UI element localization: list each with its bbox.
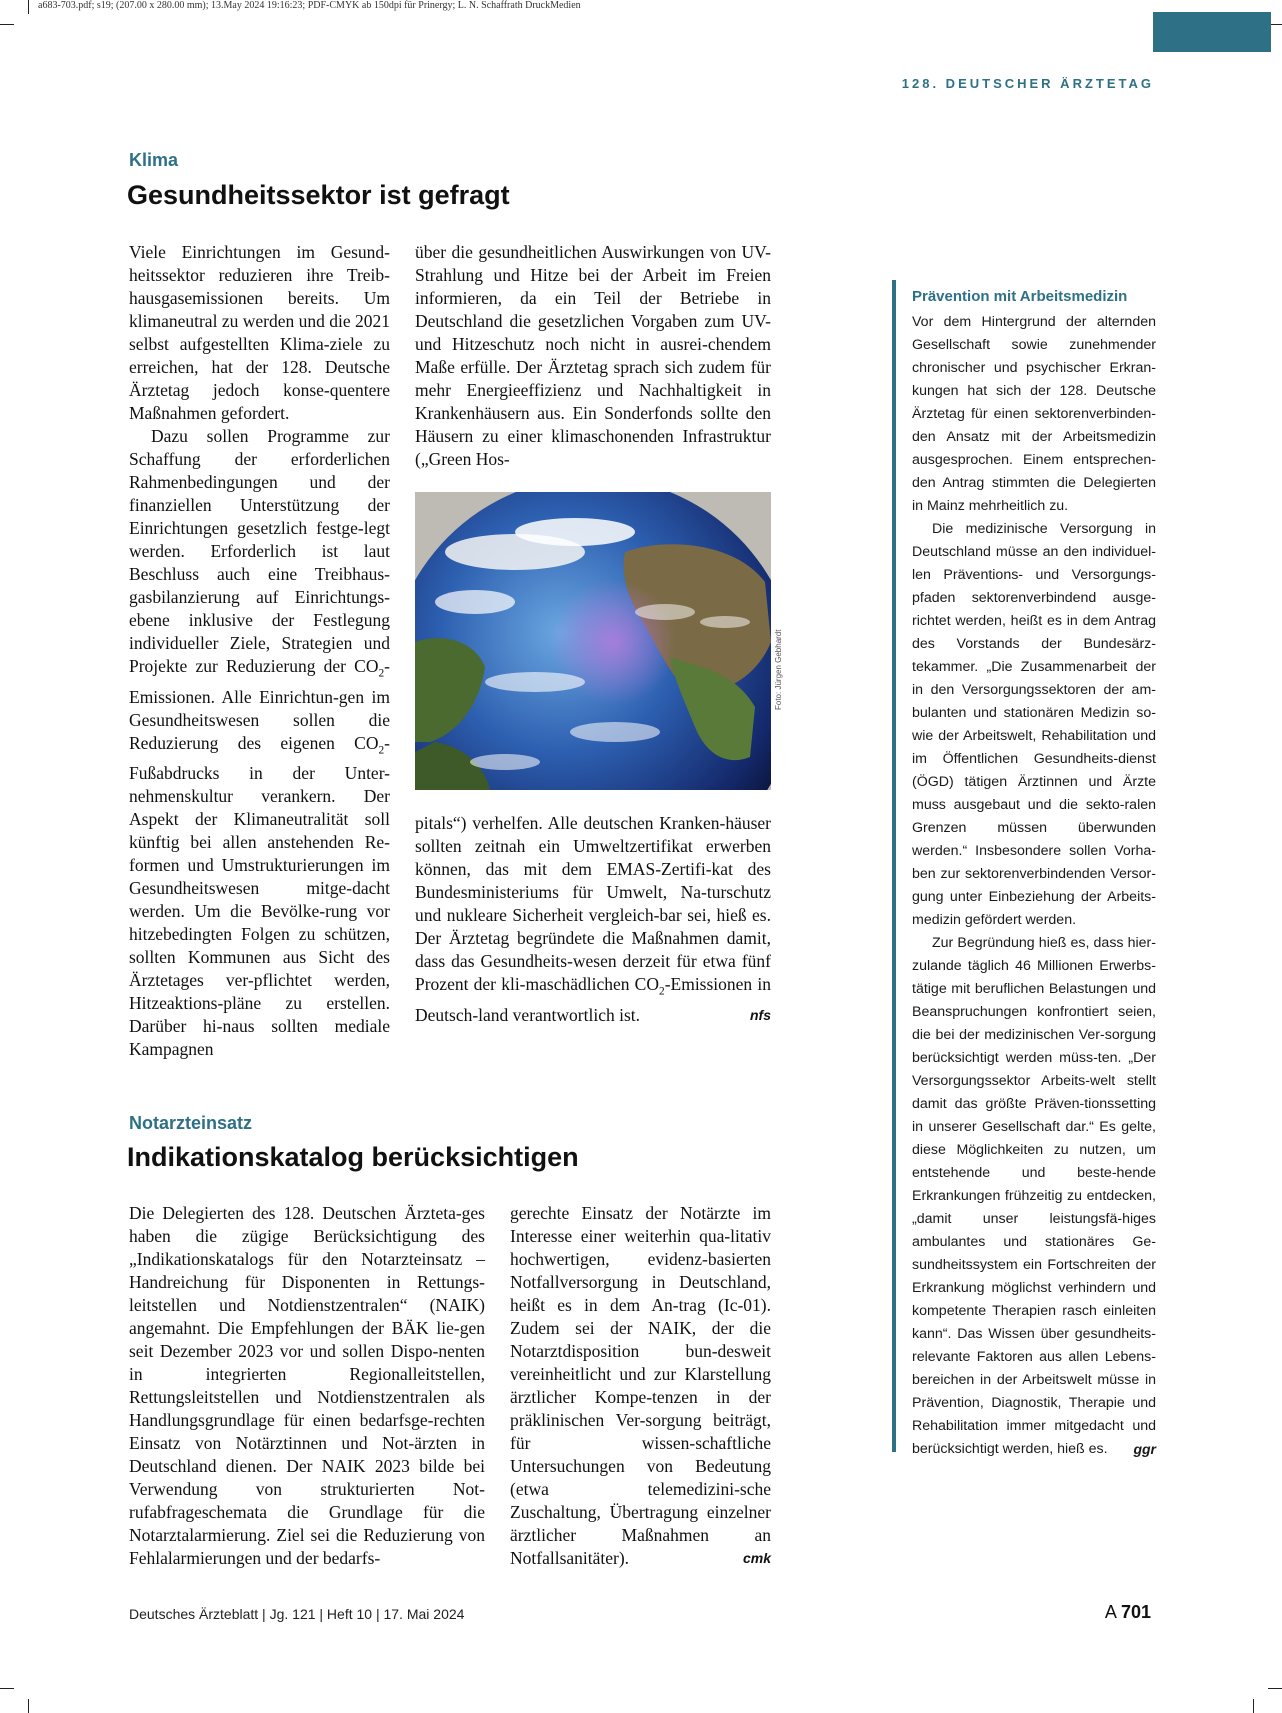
crop-mark xyxy=(0,24,14,25)
subscript: 2 xyxy=(378,667,385,680)
photo-credit: Foto: Jürgen Gebhardt xyxy=(774,629,783,710)
text-run: -Emissionen in Deutsch-land verantwortlich ist. xyxy=(415,974,771,1025)
journal-footer: Deutsches Ärzteblatt | Jg. 121 | Heft 10 | 17. Mai 2024 xyxy=(129,1606,465,1622)
article1-headline: Gesundheitssektor ist gefragt xyxy=(127,180,510,210)
article1-column-1 xyxy=(129,241,390,1061)
subscript: 2 xyxy=(659,985,665,998)
crop-mark xyxy=(0,1688,14,1689)
text-run: gerechte Einsatz der Notärzte im Interesse einer weiterhin qua-litativ hochwertigen, evidenz-basierten Notfallversorgung in Deutschland, heißt es in dem An-trag (Ic-01). Zudem sei der NAIK, der die Notarztdisposition bun-desweit vereinheitlicht und zur Klarstellung ärztlicher Kompe-tenzen in der präklinischen Ver-sorgung beiträgt, für wissen-schaftliche Untersuchungen von Bedeutung (etwa telemedizini-sche Zuschaltung, Übertragung einzelner ärztlicher Maßnahmen an Notfallsanitäter). xyxy=(510,1203,771,1568)
text-run: Zur Begründung hieß es, dass hier-zulande täglich 46 Millionen Erwerbs-tätige mit beruflichen Belastungen und Beanspruchungen konfrontiert seien, die bei der medizinischen Ver-sorgung berücksichtigt werden müss-ten. „Der Versorgungssektor Arbeits-welt stellt damit das größte Präven-tionssetting in unserer Gesellschaft dar.“ Es gelte, diese Möglichkeiten zu nutzen, um entstehende und beste-hende Erkrankungen frühzeitig zu entdecken, „damit unser leistungsfä-higes ambulantes und stationäres Ge-sundheitssystem ein Fortschreiten der Erkrankung möglichst verhindern und kompetente Therapien rasch einleiten kann“. Das Wissen über gesundheits-relevante Faktoren aus allen Lebens-bereichen in der Arbeitswelt müsse in Prävention, Diagnostik, Therapie und Rehabilitation immer mitgedacht und berücksichtigt werden, hieß es. xyxy=(912,935,1156,1457)
article2-column-1 xyxy=(129,1202,485,1570)
author-signature: nfs xyxy=(750,1006,771,1023)
paragraph xyxy=(415,812,771,1027)
page-prefix: A xyxy=(1104,1602,1116,1622)
text-run: Dazu sollen Programme zur Schaffung der erforderlichen Rahmenbedingungen und der finanziellen Unterstützung der Einrichtungen gesetzlich festge-legt werden. Erforderlich ist laut Beschluss auch eine Treibhaus-gasbilanzierung auf Einrichtungs-ebene inklusive der Festlegung individueller Ziele, Strategien und Projekte zur Reduzierung der CO xyxy=(129,426,390,676)
paragraph: über die gesundheitlichen Auswirkungen von UV-Strahlung und Hitze bei der Arbeit im Freien informieren, da ein Teil der Betriebe in Deutschland die gesetzlichen Vorgaben zum UV- und Hitzeschutz noch nicht in ausrei-chendem Maße erfülle. Der Ärztetag sprach sich zudem für mehr Energieeffizienz und Nachhaltigkeit in Krankenhäusern aus. Ein Sonderfonds sollte den Häusern zu einer klimaschonenden Infrastruktur („Green Hos- xyxy=(415,242,771,469)
paragraph: Die Delegierten des 128. Deutschen Ärzteta-ges haben die zügige Berücksichtigung des „Indikationskatalogs für den Notarzteinsatz – Handreichung für Disponenten in Rettungs-leitstellen und Notdienstzentralen“ (NAIK) angemahnt. Die Empfehlungen der BÄK lie-gen seit Dezember 2023 vor und sollen Dispo-nenten in integrierten Regionalleitstellen, Rettungsleitstellen und Notdienstzentralen als Handlungsgrundlage für einen bedarfsge-rechten Einsatz von Notärztinnen und Not-ärzten in Deutschland dienen. Der NAIK 2023 bilde bei Verwendung von strukturierten Not-rufabfrageschemata die Grundlage für die Notarztalarmierung. Ziel sei die Reduzierung von Fehlalarmierungen und der bedarfs- xyxy=(129,1203,485,1568)
crop-mark xyxy=(28,1699,29,1713)
paragraph: Vor dem Hintergrund der alternden Gesellschaft sowie zunehmender chronischer und psychischer Erkran-kungen hat sich der 128. Deutsche Ärztetag für einen sektorenverbinden-den Ansatz mit der Arbeitsmedizin ausgesprochen. Einem entsprechen-den Antrag stimmten die Delegierten in Mainz mehrheitlich zu. xyxy=(912,314,1156,514)
paragraph: Viele Einrichtungen im Gesund-heitssektor reduzieren ihre Treib-hausgasemissionen bereits. Um klimaneutral zu werden und die 2021 selbst aufgestellten Klima-ziele zu erreichen, hat der 128. Deutsche Ärztetag jedoch konse-quentere Maßnahmen gefordert. xyxy=(129,242,390,423)
sidebar-box xyxy=(892,280,1156,1457)
subscript: 2 xyxy=(378,744,385,756)
print-info-line: a683-703.pdf; s19; (207.00 x 280.00 mm); 13.May 2024 19:16:23; PDF-CMYK ab 150dpi für Prinergy; L. N. Schaffrath DruckMedien xyxy=(38,0,581,11)
paragraph: Die medizinische Versorgung in Deutschland müsse an den individuel-len Präventions- und Versorgungs-pfaden sektorenverbindend ausge-richtet werden, heißt es in dem Antrag des Vorstands der Bundesärz-tekammer. „Die Zusammenarbeit der in den Versorgungssektoren der am-bulanten und stationären Medizin so-wie der Arbeitswelt, Rehabilitation und im Öffentlichen Gesundheits-dienst (ÖGD) tätigen Ärztinnen und Ärzte muss ausgebaut und die sekto-ralen Grenzen müssen überwunden werden.“ Insbesondere sollen Vorha-ben zur sektorenverbindenden Versor-gung unter Einbeziehung der Arbeits-medizin gefördert werden. xyxy=(912,521,1156,928)
text-run: pitals“) verhelfen. Alle deutschen Kranken-häuser sollten zeitnah ein Umweltzertifikat erwerben können, das mit dem EMAS-Zertifi-kat des Bundesministeriums für Umwelt, Na-turschutz und nukleare Sicherheit vergleich-bar sei, hieß es. Der Ärztetag begründete die Maßnahmen damit, dass das Gesundheits-wesen derzeit für etwa fünf Prozent der kli-maschädlichen CO xyxy=(415,813,771,994)
paragraph xyxy=(129,425,390,1061)
article1-kicker: Klima xyxy=(129,150,179,170)
paragraph xyxy=(510,1202,771,1570)
page-number-value: 701 xyxy=(1120,1602,1151,1622)
sidebar-title: Prävention mit Arbeitsmedizin xyxy=(912,288,1128,305)
author-signature: cmk xyxy=(742,1550,771,1566)
article1-column-2-bottom xyxy=(415,812,771,1027)
page-number xyxy=(1105,1602,1151,1623)
article2-headline: Indikationskatalog berücksichtigen xyxy=(127,1142,579,1172)
article2-column-2 xyxy=(510,1202,771,1570)
article1-column-2-top xyxy=(415,241,771,471)
running-head: 128. DEUTSCHER ÄRZTETAG xyxy=(901,76,1154,91)
paragraph xyxy=(912,932,1156,1461)
crop-mark xyxy=(1268,1688,1282,1689)
article2-kicker: Notarzteinsatz xyxy=(129,1113,253,1133)
earth-globe-image xyxy=(415,492,771,790)
earth-globe-photo xyxy=(415,492,771,790)
crop-mark xyxy=(28,0,29,14)
sidebar-body xyxy=(912,311,1156,1461)
text-run: -Emissionen. Alle Einrichtun-gen im Gesundheitswesen sollen die Reduzierung des eigenen CO xyxy=(129,656,390,753)
section-color-tab xyxy=(1153,12,1271,52)
crop-mark xyxy=(1253,1699,1254,1713)
author-signature: ggr xyxy=(1133,1441,1156,1457)
text-run: -Fußabdrucks in der Unter-nehmenskultur verankern. Der Aspekt der Klimaneutralität soll künftig bei allen anstehenden Re-formen und Umstrukturierungen im Gesundheitswesen mitge-dacht werden. Um die Bevölke-rung vor hitzebedingten Folgen zu schützen, sollten Kommunen aus Sicht des Ärztetages ver-pflichtet werden, Hitzeaktions-pläne zu erstellen. Darüber hi-naus sollten mediale Kampagnen xyxy=(129,732,390,1059)
